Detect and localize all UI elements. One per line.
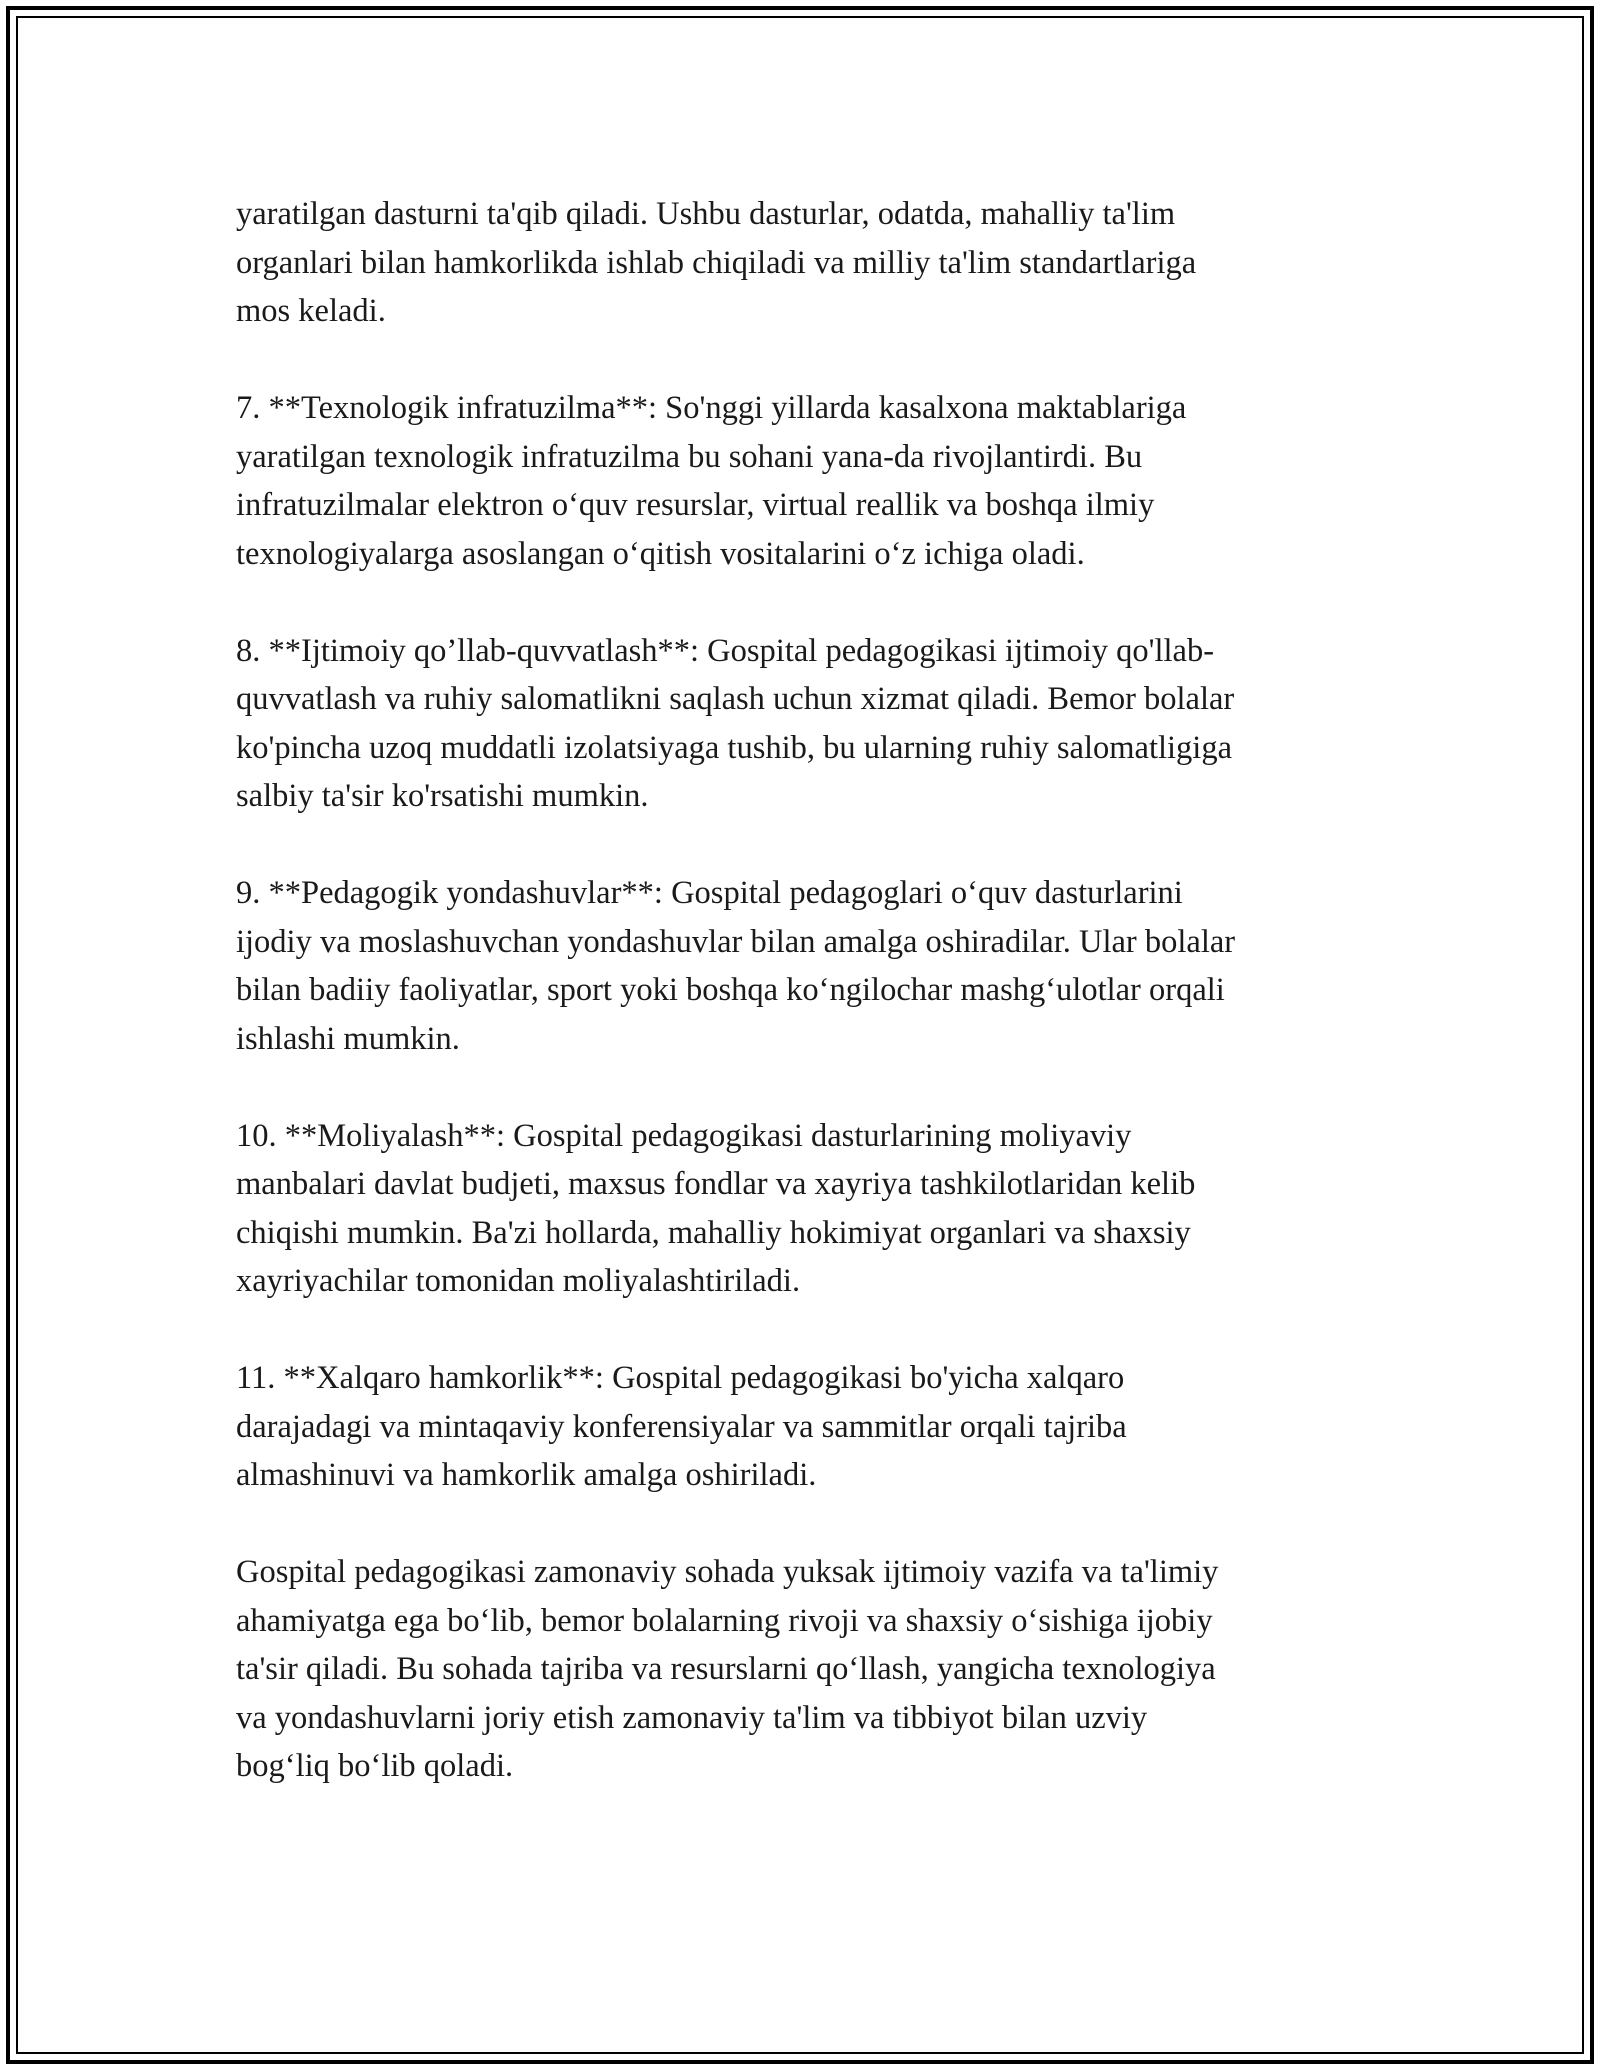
text-line: 9. **Pedagogik yondashuvlar**: Gospital pedagoglari o‘quv dasturlarini: [236, 875, 1183, 911]
text-line: xayriyachilar tomonidan moliyalashtiriladi.: [236, 1263, 801, 1299]
paragraph-item-7: [236, 384, 1376, 578]
text-line: Gospital pedagogikasi zamonaviy sohada yuksak ijtimoiy vazifa va ta'limiy: [236, 1554, 1219, 1590]
paragraph-item-8: [236, 627, 1376, 821]
text-line: infratuzilmalar elektron o‘quv resurslar, virtual reallik va boshqa ilmiy: [236, 487, 1155, 523]
text-line: ijodiy va moslashuvchan yondashuvlar bilan amalga oshiradilar. Ular bolalar: [236, 923, 1236, 960]
text-line: salbiy ta'sir ko'rsatishi mumkin.: [236, 778, 649, 814]
text-line: texnologiyalarga asoslangan o‘qitish vositalarini o‘z ichiga oladi.: [236, 535, 1085, 572]
text-line: 10. **Moliyalash**: Gospital pedagogikasi dasturlarining moliyaviy: [236, 1117, 1132, 1154]
text-line: yaratilgan texnologik infratuzilma bu sohani yana-da rivojlantirdi. Bu: [236, 438, 1143, 475]
text-line: yaratilgan dasturni ta'qib qiladi. Ushbu dasturlar, odatda, mahalliy ta'lim: [236, 196, 1176, 232]
paragraph-item-9: [236, 869, 1376, 1063]
paragraph-item-11: [236, 1354, 1376, 1500]
text-line: bilan badiiy faoliyatlar, sport yoki boshqa ko‘ngilochar mashg‘ulotlar orqali: [236, 972, 1225, 1008]
text-line: almashinuvi va hamkorlik amalga oshiriladi.: [236, 1457, 817, 1493]
document-body: [236, 190, 1376, 1839]
text-line: ishlashi mumkin.: [236, 1020, 460, 1057]
text-line: chiqishi mumkin. Ba'zi hollarda, mahalliy hokimiyat organlari va shaxsiy: [236, 1214, 1191, 1251]
text-line: organlari bilan hamkorlikda ishlab chiqiladi va milliy ta'lim standartlariga: [236, 244, 1197, 281]
text-line: 8. **Ijtimoiy qo’llab-quvvatlash**: Gospital pedagogikasi ijtimoiy qo'llab-: [236, 632, 1215, 669]
text-line: va yondashuvlarni joriy etish zamonaviy ta'lim va tibbiyot bilan uzviy: [236, 1699, 1148, 1736]
text-line: ta'sir qiladi. Bu sohada tajriba va resurslarni qo‘llash, yangicha texnologiya: [236, 1651, 1216, 1687]
paragraph-intro-continuation: [236, 190, 1376, 336]
text-line: 7. **Texnologik infratuzilma**: So'nggi yillarda kasalxona maktablariga: [236, 390, 1187, 426]
text-line: 11. **Xalqaro hamkorlik**: Gospital pedagogikasi bo'yicha xalqaro: [236, 1360, 1125, 1396]
text-line: ahamiyatga ega bo‘lib, bemor bolalarning rivoji va shaxsiy o‘sishiga ijobiy: [236, 1602, 1213, 1639]
text-line: mos keladi.: [236, 293, 386, 329]
text-line: ko'pincha uzoq muddatli izolatsiyaga tushib, bu ularning ruhiy salomatligiga: [236, 729, 1233, 766]
text-line: manbalari davlat budjeti, maxsus fondlar va xayriya tashkilotlaridan kelib: [236, 1166, 1196, 1202]
text-line: darajadagi va mintaqaviy konferensiyalar va sammitlar orqali tajriba: [236, 1408, 1127, 1445]
text-line: quvvatlash va ruhiy salomatlikni saqlash uchun xizmat qiladi. Bemor bolalar: [236, 681, 1235, 717]
paragraph-item-10: [236, 1112, 1376, 1306]
paragraph-conclusion: [236, 1548, 1376, 1791]
text-line: bog‘liq bo‘lib qoladi.: [236, 1748, 514, 1784]
